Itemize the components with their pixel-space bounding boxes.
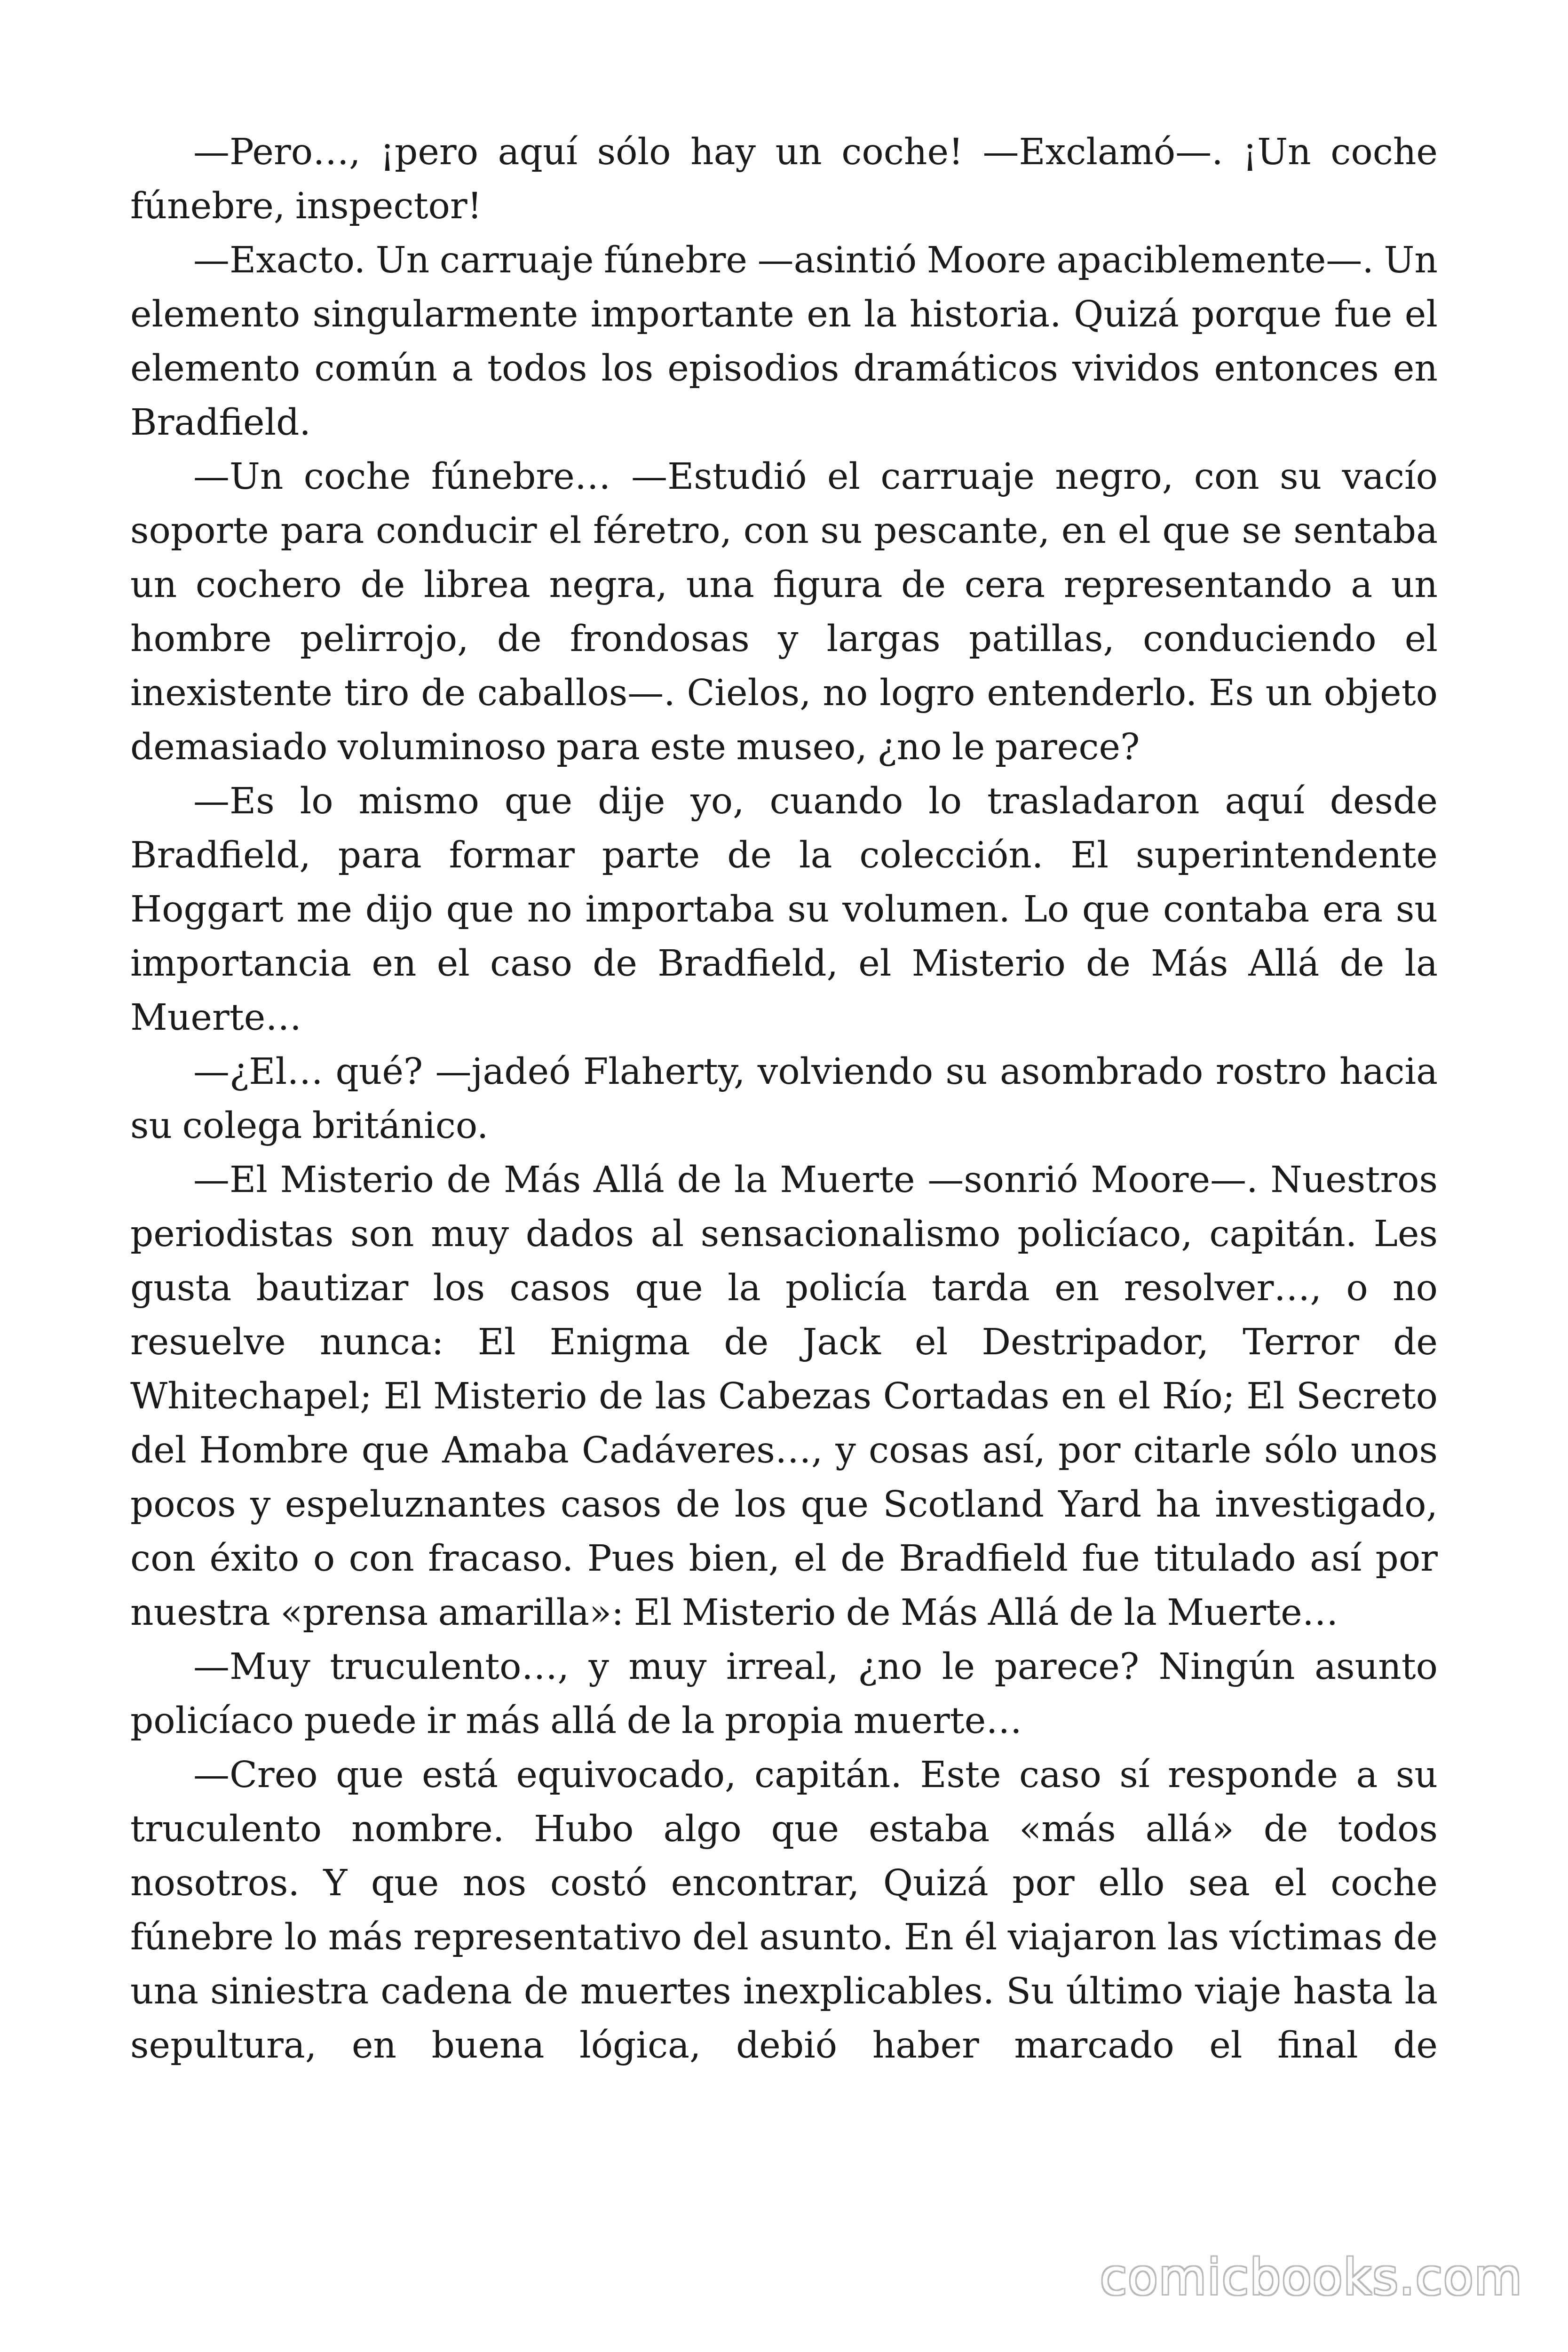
paragraph: —Exacto. Un carruaje fúnebre —asintió Moore apaciblemente—. Un elemento singularmente importante en la historia. Quizá porque fue el elemento común a todos los episodios dramáticos vividos entonces en Bradfield.	[130, 239, 1438, 444]
paragraph: —¿El… qué? —jadeó Flaherty, volviendo su asombrado rostro hacia su colega británico.	[130, 1051, 1438, 1147]
paragraph: —Pero…, ¡pero aquí sólo hay un coche! —Exclamó—. ¡Un coche fúnebre, inspector!	[130, 131, 1438, 227]
paragraph: —Un coche fúnebre… —Estudió el carruaje negro, con su vacío soporte para conducir el féretro, con su pescante, en el que se sentaba un cochero de librea negra, una figura de cera representando a un hombre pelirrojo, de frondosas y largas patillas, conduciendo el inexistente tiro de caballos—. Cielos, no logro entenderlo. Es un objeto demasiado voluminoso para este museo, ¿no le parece?	[130, 456, 1438, 768]
page-text-block	[130, 125, 1438, 2073]
paragraph: —El Misterio de Más Allá de la Muerte —sonrió Moore—. Nuestros periodistas son muy dados al sensacionalismo policíaco, capitán. Les gusta bautizar los casos que la policía tarda en resolver…, o no resuelve nunca: El Enigma de Jack el Destripador, Terror de Whitechapel; El Misterio de las Cabezas Cortadas en el Río; El Secreto del Hombre que Amaba Cadáveres…, y cosas así, por citarle sólo unos pocos y espeluznantes casos de los que Scotland Yard ha investigado, con éxito o con fracaso. Pues bien, el de Bradfield fue titulado así por nuestra «prensa amarilla»: El Misterio de Más Allá de la Muerte…	[130, 1159, 1438, 1634]
watermark: comicbooks.com	[1100, 2249, 1523, 2306]
paragraph: —Es lo mismo que dije yo, cuando lo trasladaron aquí desde Bradfield, para formar parte de la colección. El superintendente Hoggart me dijo que no importaba su volumen. Lo que contaba era su importancia en el caso de Bradfield, el Misterio de Más Allá de la Muerte…	[130, 780, 1438, 1039]
paragraph: —Muy truculento…, y muy irreal, ¿no le parece? Ningún asunto policíaco puede ir más allá de la propia muerte…	[130, 1646, 1438, 1742]
paragraph: —Creo que está equivocado, capitán. Este caso sí responde a su truculento nombre. Hubo algo que estaba «más allá» de todos nosotros. Y que nos costó encontrar, Quizá por ello sea el coche fúnebre lo más representativo del asunto. En él viajaron las víctimas de una siniestra cadena de muertes inexplicables. Su último viaje hasta la sepultura, en buena lógica, debió haber marcado el final de	[130, 1754, 1438, 2066]
